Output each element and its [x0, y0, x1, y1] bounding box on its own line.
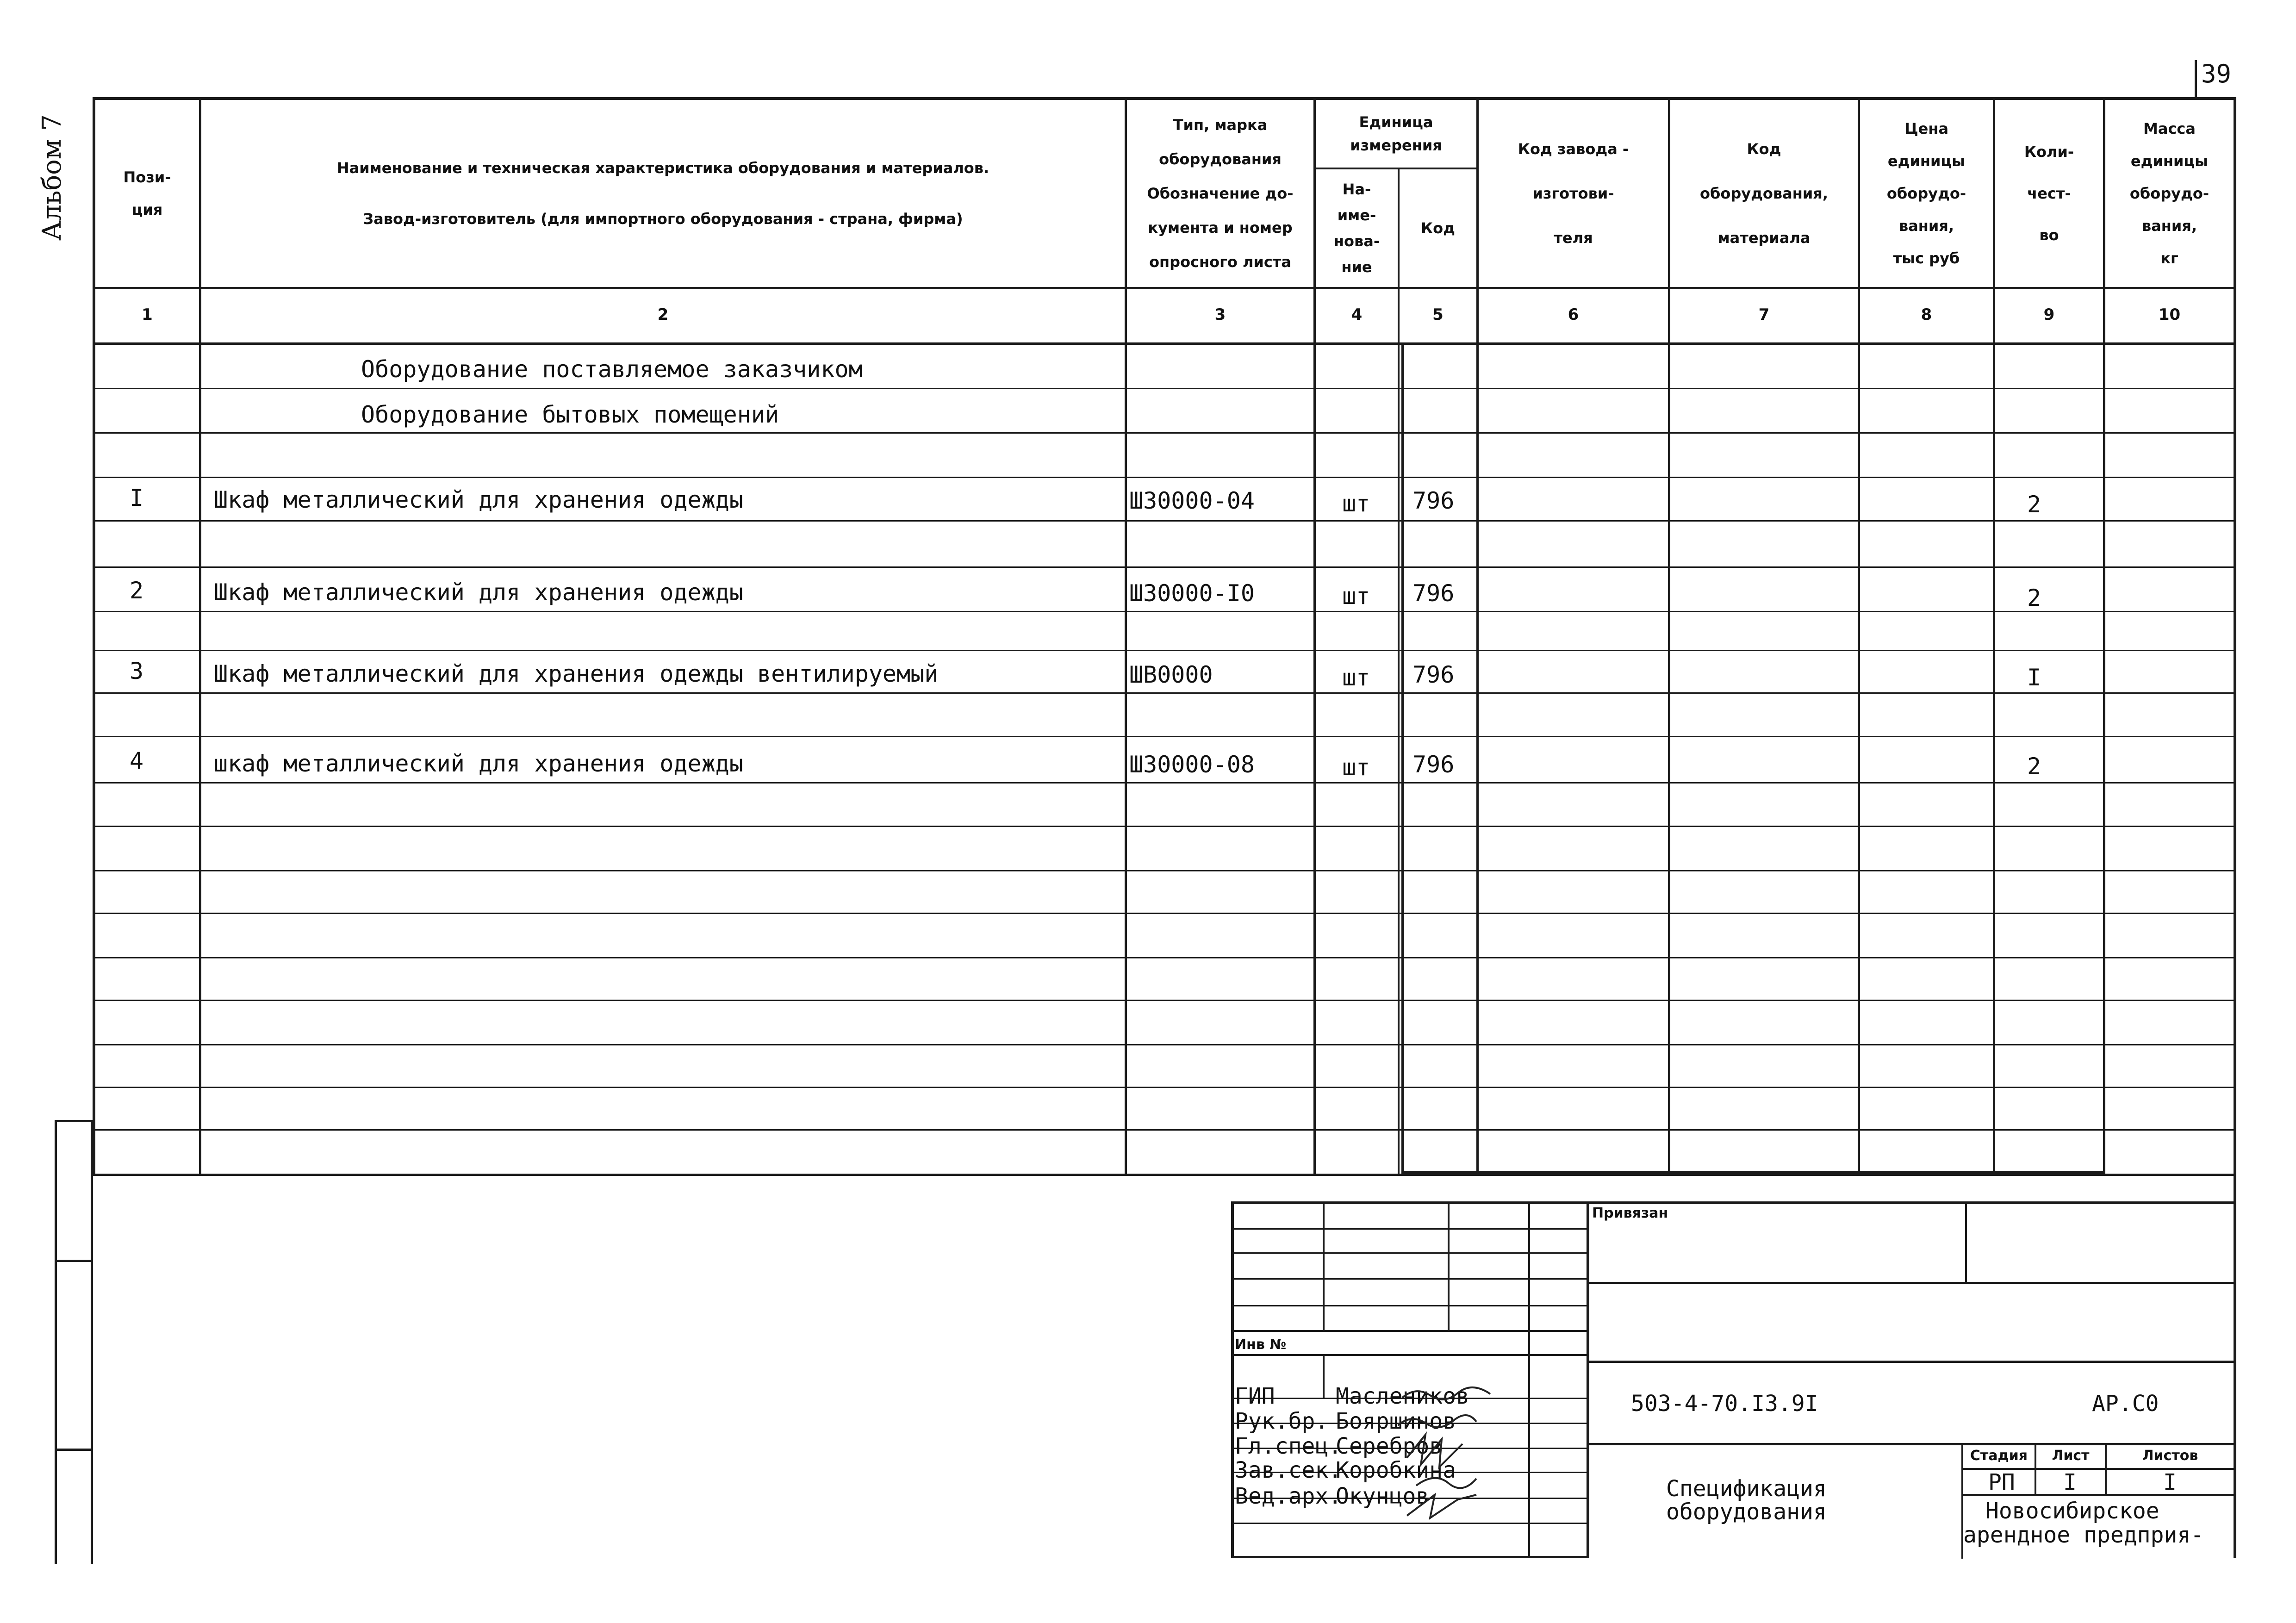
sheets-label: Листов	[2142, 1448, 2198, 1464]
row-quantity: 2	[2027, 585, 2041, 611]
signature-name: Коробкина	[1336, 1457, 1456, 1483]
organization-line: Новосибирское	[1985, 1498, 2159, 1524]
row-unit: шт	[1342, 754, 1370, 781]
row-divider	[93, 826, 2235, 827]
column-number: 1	[142, 305, 153, 324]
row-name: шкаф металлический для хранения одежды	[214, 750, 743, 777]
row-divider	[93, 692, 2235, 694]
row-divider	[93, 957, 2235, 958]
row-quantity: 2	[2027, 753, 2041, 780]
column-number: 10	[2158, 305, 2181, 324]
section-title: Оборудование поставляемое заказчиком	[361, 356, 863, 383]
row-name: Шкаф металлический для хранения одежды вентилируемый	[214, 660, 939, 687]
row-unit: шт	[1342, 490, 1370, 517]
row-quantity: 2	[2027, 491, 2041, 518]
row-divider	[93, 870, 2235, 871]
row-type: Ш30000-04	[1129, 487, 1255, 514]
row-type: Ш30000-I0	[1129, 580, 1255, 607]
section-title: Оборудование бытовых помещений	[361, 401, 779, 428]
column-number: 2	[657, 305, 669, 324]
row-divider	[93, 1087, 2235, 1088]
column-number: 8	[1921, 305, 1932, 324]
row-divider	[93, 1000, 2235, 1001]
row-unit-code: 796	[1412, 580, 1455, 607]
page-number: 39	[2201, 59, 2232, 88]
row-position: 3	[130, 658, 144, 684]
row-divider	[93, 432, 2235, 434]
row-position: 4	[130, 747, 144, 774]
sheet-code: АР.С0	[2092, 1391, 2159, 1417]
sheets-value: I	[2163, 1469, 2177, 1495]
row-divider	[93, 520, 2235, 522]
signature-name: Серебров	[1336, 1433, 1443, 1459]
signature-role: Гл.спец.	[1235, 1433, 1342, 1459]
row-unit-code: 796	[1412, 661, 1455, 688]
stage-label: Стадия	[1970, 1448, 2028, 1464]
row-divider	[93, 650, 2235, 651]
signature-role: Вед.арх.	[1235, 1483, 1342, 1509]
column-number: 5	[1432, 305, 1444, 324]
column-number: 4	[1351, 305, 1363, 324]
document-title-line: оборудования	[1666, 1499, 1827, 1525]
stage-value: РП	[1988, 1469, 2015, 1495]
header-position: Пози- ция	[123, 168, 171, 218]
header-name: Наименование и техническая характеристика оборудования и материалов. Завод-изготовитель (для импортного оборудования - страна, фирма)	[336, 159, 989, 228]
column-number: 3	[1214, 305, 1226, 324]
column-number: 6	[1568, 305, 1579, 324]
row-unit: шт	[1342, 583, 1370, 609]
row-unit-code: 796	[1412, 751, 1455, 778]
row-type: Ш30000-08	[1129, 751, 1255, 778]
document-title-line: Спецификация	[1666, 1476, 1827, 1502]
row-divider	[93, 566, 2235, 568]
signature-scribbles	[1398, 1384, 1592, 1523]
row-unit: шт	[1342, 664, 1370, 691]
column-number: 7	[1758, 305, 1770, 324]
header-price: Цена единицы оборудо- вания, тыс руб	[1886, 120, 1966, 267]
signature-role: ГИП	[1235, 1383, 1275, 1409]
signature-name: Окунцов	[1336, 1483, 1430, 1509]
header-unit-code: Код	[1421, 219, 1455, 237]
signature-name: Маслеников	[1336, 1383, 1469, 1409]
row-divider	[93, 913, 2235, 914]
document-code: 503-4-70.I3.9I	[1631, 1391, 1818, 1417]
row-unit-code: 796	[1412, 487, 1455, 514]
sheet-value: I	[2063, 1469, 2077, 1495]
row-divider	[93, 388, 2235, 389]
row-divider	[93, 1129, 2235, 1131]
row-name: Шкаф металлический для хранения одежды	[214, 486, 743, 513]
header-unit: Единица измерения	[1350, 113, 1442, 154]
row-quantity: I	[2027, 664, 2041, 691]
organization-line: арендное предприя-	[1963, 1522, 2204, 1548]
inv-label: Инв №	[1235, 1337, 1287, 1353]
album-label: Альбом 7	[37, 114, 67, 241]
row-position: 2	[130, 577, 144, 604]
signature-role: Рук.бр.	[1235, 1408, 1329, 1434]
header-mass: Масса единицы оборудо- вания, кг	[2129, 120, 2209, 267]
row-divider	[93, 1044, 2235, 1045]
attached-label: Привязан	[1592, 1205, 1668, 1221]
row-divider	[93, 736, 2235, 737]
row-type: ШВ0000	[1129, 661, 1213, 688]
sheet-label: Лист	[2052, 1448, 2090, 1464]
signature-name: Бояршинов	[1336, 1408, 1456, 1434]
header-type: Тип, марка оборудования Обозначение до- кумента и номер опросного листа	[1147, 116, 1294, 271]
row-divider	[93, 611, 2235, 612]
row-divider	[93, 782, 2235, 784]
header-quantity: Коли- чест- во	[2024, 143, 2074, 244]
row-divider	[93, 477, 2235, 478]
signature-role: Зав.сек.	[1235, 1457, 1342, 1483]
header-unit-name: На- име- нова- ние	[1333, 180, 1380, 276]
row-position: I	[130, 485, 144, 511]
row-name: Шкаф металлический для хранения одежды	[214, 579, 743, 606]
column-number: 9	[2043, 305, 2055, 324]
header-manufacturer-code: Код завода - изготови- теля	[1518, 140, 1629, 247]
header-equipment-code: Код оборудования, материала	[1700, 140, 1828, 247]
